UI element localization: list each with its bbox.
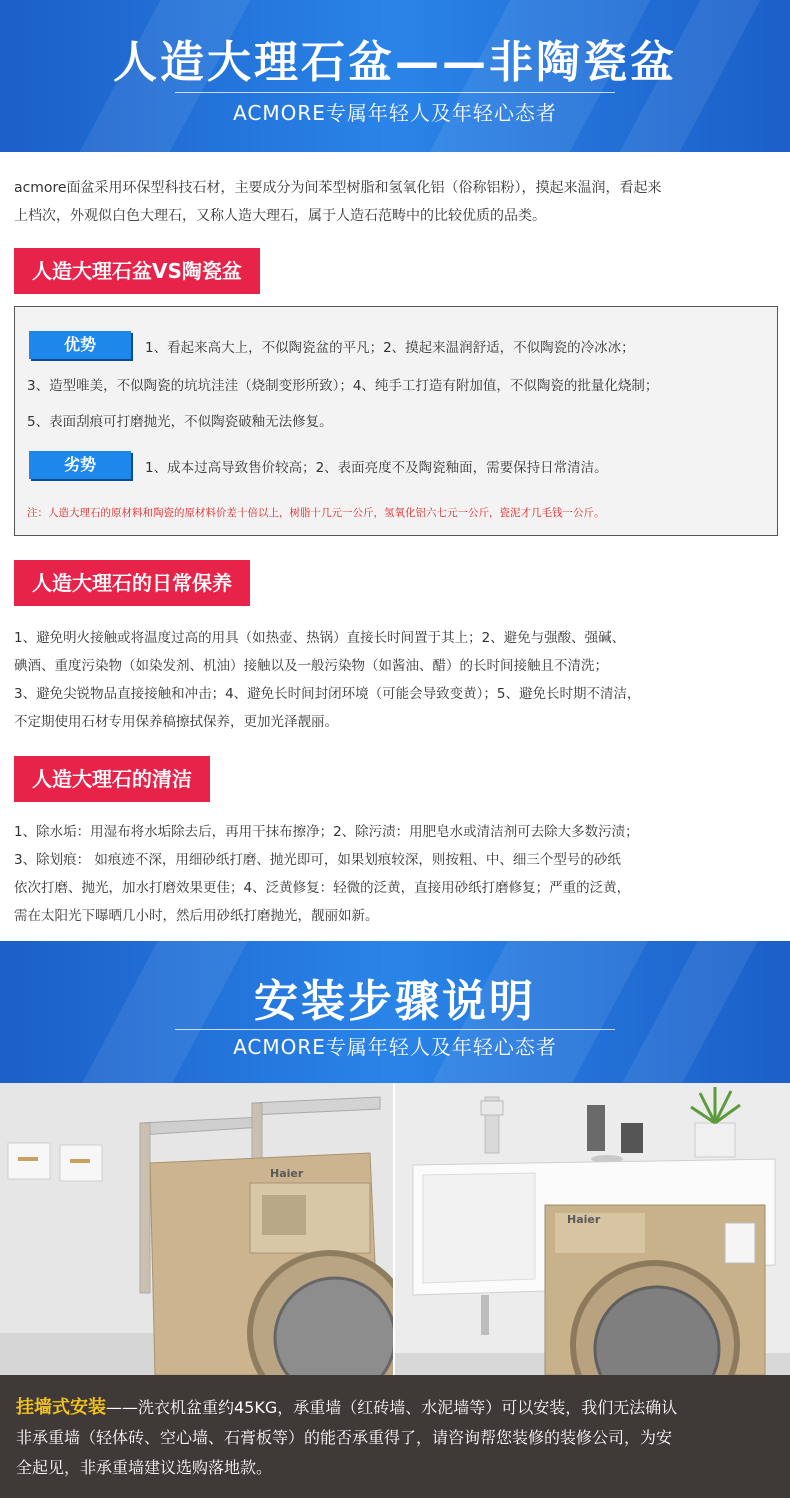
photo-installed-sink (395, 1083, 790, 1375)
footer-line-1: ——洗衣机盆重约45KG，承重墙（红砖墙、水泥墙等）可以安装，我们无法确认 (106, 1398, 678, 1417)
footer-highlight: 挂墙式安装 (16, 1397, 106, 1418)
care-line: 不定期使用石材专用保养稿擦拭保养，更加光泽靓丽。 (14, 714, 338, 730)
advantage-line: 5、表面刮痕可打磨抛光，不似陶瓷破釉无法修复。 (27, 414, 333, 430)
section-tag-compare: 人造大理石盆VS陶瓷盆 (14, 248, 260, 294)
clean-line: 需在太阳光下曝晒几小时，然后用砂纸打磨抛光，靓丽如新。 (14, 908, 379, 924)
install-banner (0, 941, 790, 1083)
section-tag-care: 人造大理石的日常保养 (14, 560, 250, 606)
intro-line: 上档次，外观似白色大理石，又称人造大理石，属于人造石范畴中的比较优质的品类。 (14, 208, 546, 224)
care-text (14, 624, 776, 736)
intro-line: acmore面盆采用环保型科技石材，主要成分为间苯型树脂和氢氧化铝（俗称铝粉），摸起来温润，看起来 (14, 180, 662, 196)
advantage-line: 1、看起来高大上，不似陶瓷盆的平凡；2、摸起来温润舒适，不似陶瓷的冷冰冰； (145, 340, 635, 356)
photo-bracket-washer (0, 1083, 393, 1375)
clean-text (14, 818, 776, 930)
washer-brand-label: Haier (270, 1167, 304, 1180)
disadvantage-label: 劣势 (29, 451, 131, 479)
banner-subtitle: ACMORE专属年轻人及年轻心态者 (233, 101, 557, 125)
footer-line-2: 非承重墙（轻体砖、空心墙、石膏板等）的能否承重得了，请咨询帮您装修的装修公司，为安 (16, 1428, 673, 1447)
footer-line (16, 1393, 776, 1423)
advantage-line: 3、造型唯美，不似陶瓷的坑坑洼洼（烧制变形所致）；4、纯手工打造有附加值，不似陶瓷的批量化烧制； (27, 378, 659, 394)
banner-title: 人造大理石盆——非陶瓷盆 (113, 37, 677, 88)
intro-text (14, 174, 776, 230)
section-tag-clean: 人造大理石的清洁 (14, 756, 210, 802)
installed-sink-illustration (395, 1083, 790, 1375)
banner-divider (175, 1029, 615, 1030)
footer-line-3: 全起见，非承重墙建议选购落地款。 (16, 1458, 273, 1477)
clean-line: 1、除水垢：用湿布将水垢除去后，再用干抹布擦净；2、除污渍：用肥皂水或清洁剂可去除大多数污渍； (14, 824, 639, 840)
install-banner-title: 安装步骤说明 (254, 976, 536, 1027)
banner-divider (175, 92, 615, 93)
price-note: 注：人造大理石的原材料和陶瓷的原材料价差十倍以上，树脂十几元一公斤，氢氧化铝六七元一公斤，瓷泥才几毛钱一公斤。 (27, 507, 605, 519)
care-line: 3、避免尖锐物品直接接触和冲击；4、避免长时间封闭环境（可能会导致变黄）；5、避免长时期不清洁， (14, 686, 641, 702)
install-banner-subtitle: ACMORE专属年轻人及年轻心态者 (233, 1035, 557, 1059)
advantage-label: 优势 (29, 331, 131, 359)
install-photos (0, 1083, 790, 1375)
care-line: 1、避免明火接触或将温度过高的用具（如热壶、热锅）直接长时间置于其上；2、避免与强酸、强碱、 (14, 630, 626, 646)
clean-line: 3、除划痕： 如痕迹不深，用细砂纸打磨、抛光即可，如果划痕较深，则按粗、中、细三个型号的砂纸 (14, 852, 621, 868)
clean-line: 依次打磨、抛光，加水打磨效果更佳；4、泛黄修复：轻微的泛黄，直接用砂纸打磨修复；严重的泛黄， (14, 880, 631, 896)
bracket-washer-illustration (0, 1083, 393, 1375)
care-line: 碘酒、重度污染物（如染发剂、机油）接触以及一般污染物（如酱油、醋）的长时间接触且不清洗； (14, 658, 608, 674)
compare-box (14, 306, 778, 536)
washer-brand-label: Haier (567, 1213, 601, 1226)
install-note-footer (0, 1375, 790, 1498)
top-banner (0, 0, 790, 152)
disadvantage-line: 1、成本过高导致售价较高；2、表面亮度不及陶瓷釉面，需要保持日常清洁。 (145, 460, 608, 476)
